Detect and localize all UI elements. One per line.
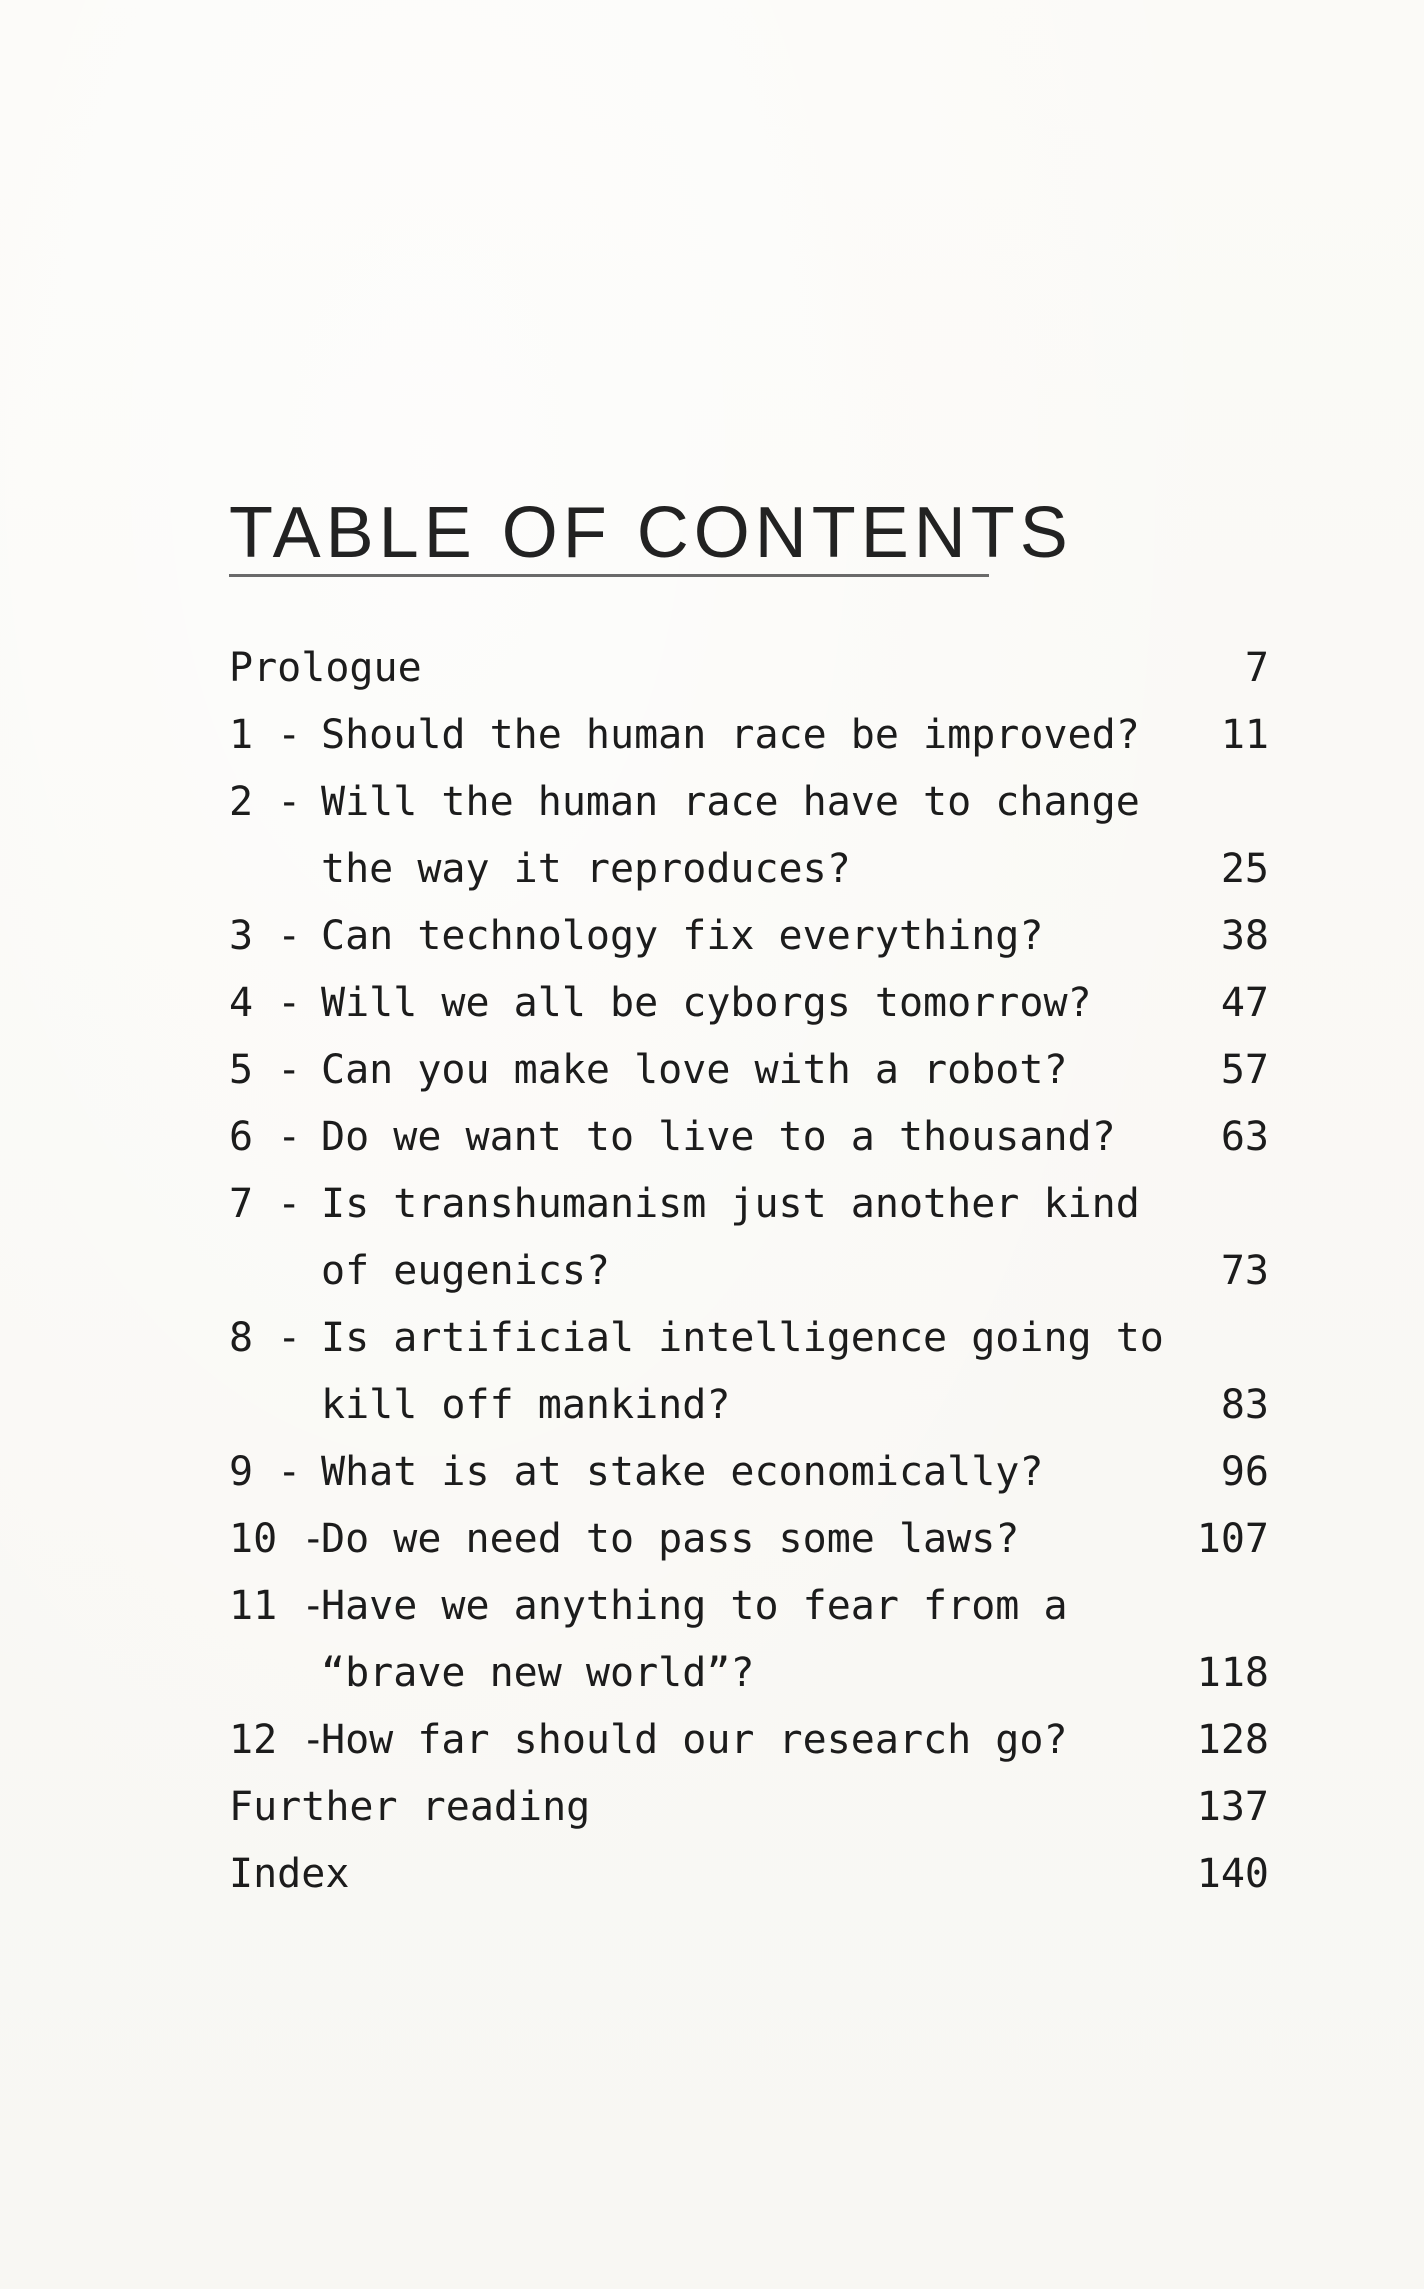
toc-chapter-number: 8 -	[229, 1315, 302, 1361]
toc-chapter-number: 11 -	[229, 1583, 326, 1629]
toc-entry-chapter-6[interactable]	[229, 1104, 1269, 1171]
toc-page-number: 96	[1220, 1449, 1269, 1495]
toc-chapter-number: 2 -	[229, 779, 302, 825]
toc-entry-chapter-9[interactable]	[229, 1439, 1269, 1506]
toc-page-number: 57	[1220, 1047, 1269, 1093]
toc-entry-title-continued: “brave new world”?	[321, 1650, 755, 1696]
toc-chapter-number: 6 -	[229, 1114, 302, 1160]
toc-chapter-number: 5 -	[229, 1047, 302, 1093]
toc-entry-title: How far should our research go?	[321, 1717, 1068, 1763]
toc-entry-chapter-7[interactable]	[229, 1171, 1269, 1305]
toc-page-number: 73	[1220, 1248, 1269, 1294]
toc-chapter-number: 12 -	[229, 1717, 326, 1763]
toc-entry-title-continued: the way it reproduces?	[321, 846, 851, 892]
toc-page-number: 47	[1220, 980, 1269, 1026]
toc-entry-title: Index	[229, 1851, 350, 1897]
toc-entry-title: Do we need to pass some laws?	[321, 1516, 1020, 1562]
toc-page-number: 7	[1244, 645, 1269, 691]
toc-page-number: 63	[1220, 1114, 1269, 1160]
toc-chapter-number: 3 -	[229, 913, 302, 959]
toc-entry-index[interactable]	[229, 1841, 1269, 1908]
toc-entry-title: Further reading	[229, 1784, 591, 1830]
toc-page-number: 25	[1220, 846, 1269, 892]
toc-chapter-number: 1 -	[229, 712, 302, 758]
toc-page-number: 128	[1196, 1717, 1269, 1763]
toc-page-number: 140	[1196, 1851, 1269, 1897]
toc-chapter-number: 7 -	[229, 1181, 302, 1227]
toc-entry-title: Should the human race be improved?	[321, 712, 1140, 758]
toc-entry-title: Will the human race have to change	[321, 779, 1140, 825]
toc-entry-title: What is at stake economically?	[321, 1449, 1044, 1495]
toc-entry-title: Prologue	[229, 645, 422, 691]
toc-entry-chapter-8[interactable]	[229, 1305, 1269, 1439]
toc-entry-title: Do we want to live to a thousand?	[321, 1114, 1116, 1160]
toc-entry-chapter-4[interactable]	[229, 970, 1269, 1037]
toc-page-number: 118	[1196, 1650, 1269, 1696]
toc-page-number: 38	[1220, 913, 1269, 959]
toc-entry-chapter-12[interactable]	[229, 1707, 1269, 1774]
toc-chapter-number: 9 -	[229, 1449, 302, 1495]
toc-entry-chapter-3[interactable]	[229, 903, 1269, 970]
toc-page-number: 83	[1220, 1382, 1269, 1428]
toc-entry-chapter-10[interactable]	[229, 1506, 1269, 1573]
toc-entry-title: Will we all be cyborgs tomorrow?	[321, 980, 1092, 1026]
toc-entry-chapter-1[interactable]	[229, 702, 1269, 769]
toc-entry-title: Is artificial intelligence going to	[321, 1315, 1164, 1361]
toc-entry-title: Can you make love with a robot?	[321, 1047, 1068, 1093]
toc-entry-prologue[interactable]	[229, 635, 1269, 702]
toc-page-number: 107	[1196, 1516, 1269, 1562]
toc-entry-title: Can technology fix everything?	[321, 913, 1044, 959]
toc-page-number: 11	[1220, 712, 1269, 758]
toc-chapter-number: 10 -	[229, 1516, 326, 1562]
toc-entry-title: Is transhumanism just another kind	[321, 1181, 1140, 1227]
toc-entry-further-reading[interactable]	[229, 1774, 1269, 1841]
toc-entry-chapter-2[interactable]	[229, 769, 1269, 903]
toc-entry-chapter-5[interactable]	[229, 1037, 1269, 1104]
toc-entry-chapter-11[interactable]	[229, 1573, 1269, 1707]
toc-entry-title: Have we anything to fear from a	[321, 1583, 1068, 1629]
title-underline	[229, 574, 989, 577]
toc-entry-title-continued: kill off mankind?	[321, 1382, 731, 1428]
toc-chapter-number: 4 -	[229, 980, 302, 1026]
table-of-contents	[229, 635, 1269, 1908]
toc-entry-title-continued: of eugenics?	[321, 1248, 610, 1294]
toc-page-number: 137	[1196, 1784, 1269, 1830]
page-title: TABLE OF CONTENTS	[229, 493, 1073, 573]
